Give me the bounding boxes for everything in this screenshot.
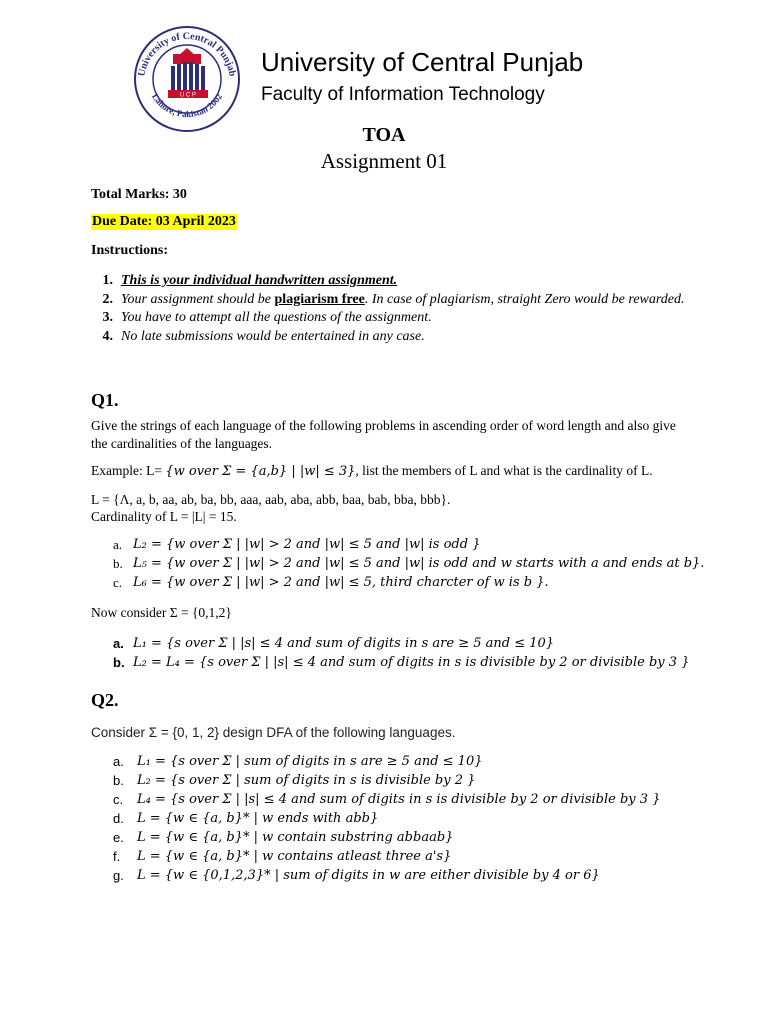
faculty-name: Faculty of Information Technology <box>261 84 545 105</box>
list-item: c. L₆ = {w over Σ | |w| > 2 and |w| ≤ 5, third charcter of w is b }. <box>113 575 549 590</box>
course-title: TOA <box>362 124 406 146</box>
q1-l-set: L = {Λ, a, b, aa, ab, ba, bb, aaa, aab, aba, abb, baa, bab, bba, bbb}. <box>91 492 451 507</box>
list-item: a. L₁ = {s over Σ | |s| ≤ 4 and sum of digits in s are ≥ 5 and ≤ 10} <box>113 636 555 651</box>
svg-text:Lahore, Pakistan 2002: Lahore, Pakistan 2002 <box>149 91 225 120</box>
list-item: d. L = {w ∈ {a, b}* | w ends with abb} <box>113 811 379 826</box>
q1-example: Example: L= {w over Σ = {a,b} | |w| ≤ 3}, list the members of L and what is the cardinality of L. <box>91 463 653 479</box>
q1-cardinality: Cardinality of L = |L| = 15. <box>91 509 237 524</box>
assignment-title: Assignment 01 <box>320 149 448 173</box>
instruction-item: 3. You have to attempt all the questions of the assignment. <box>102 310 432 325</box>
list-item: a. L₁ = {s over Σ | sum of digits in s are ≥ 5 and ≤ 10} <box>113 754 483 769</box>
q2-list <box>113 752 660 885</box>
q1-intro: Give the strings of each language of the following problems in ascending order of word length and also give the cardinalities of the languages. <box>91 418 676 451</box>
list-item: a. L₂ = {w over Σ | |w| > 2 and |w| ≤ 5 and |w| is odd } <box>113 537 481 552</box>
q1-list <box>113 535 713 592</box>
total-marks: Total Marks: 30 <box>91 187 187 202</box>
instruction-item: 1. This is your individual handwritten assignment. <box>102 273 398 288</box>
svg-text:University of Central Punjab: University of Central Punjab <box>136 30 238 78</box>
q2-intro: Consider Σ = {0, 1, 2} design DFA of the following languages. <box>91 725 456 740</box>
q2-heading: Q2. <box>91 690 119 710</box>
list-item: e. L = {w ∈ {a, b}* | w contain substring abbaab} <box>113 830 454 845</box>
list-item: g. L = {w ∈ {0,1,2,3}* | sum of digits in w are either divisible by 4 or 6} <box>113 868 600 883</box>
list-item: f. L = {w ∈ {a, b}* | w contains atleast three a's} <box>113 849 452 864</box>
instructions-list <box>91 272 691 346</box>
q1-list-2 <box>113 634 713 672</box>
due-date: Due Date: 03 April 2023 <box>92 214 236 229</box>
list-item: b. L₅ = {w over Σ | |w| > 2 and |w| ≤ 5 and |w| is odd and w starts with a and ends at b}. <box>113 556 705 571</box>
university-name: University of Central Punjab <box>261 47 584 77</box>
q1-heading: Q1. <box>91 390 119 410</box>
instruction-item: 4. No late submissions would be entertained in any case. <box>102 328 425 344</box>
list-item: b. L₂ = {s over Σ | sum of digits in s is divisible by 2 } <box>113 773 476 788</box>
list-item: b. L₂ = L₄ = {s over Σ | |s| ≤ 4 and sum of digits in s is divisible by 2 or divisible by 3 } <box>113 655 690 670</box>
instructions-heading: Instructions: <box>91 243 169 258</box>
q1-now-consider: Now consider Σ = {0,1,2} <box>91 605 232 620</box>
instruction-item: 2. Your assignment should be plagiarism free. In case of plagiarism, straight Zero would be rewarded. <box>102 291 685 307</box>
list-item: c. L₄ = {s over Σ | |s| ≤ 4 and sum of digits in s is divisible by 2 or divisible by 3 } <box>113 792 661 807</box>
svg-text:U C P: U C P <box>179 92 197 99</box>
university-seal-logo <box>132 24 242 134</box>
